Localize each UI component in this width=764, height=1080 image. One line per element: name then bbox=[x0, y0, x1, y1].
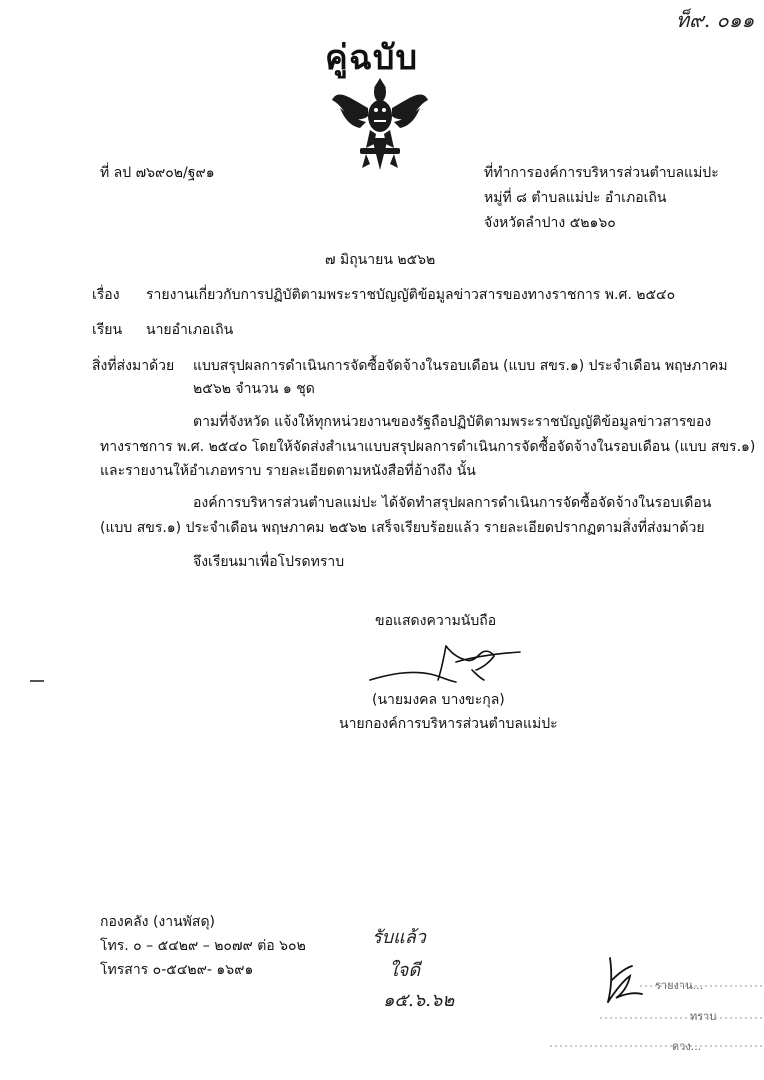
closing-salutation: ขอแสดงความนับถือ bbox=[375, 613, 497, 629]
attachment-label: สิ่งที่ส่งมาด้วย bbox=[92, 358, 175, 374]
recipient-text: นายอำเภอเถิน bbox=[146, 322, 234, 338]
attachment-line-2: ๒๕๖๒ จำนวน ๑ ชุด bbox=[193, 381, 315, 397]
body-paragraph-2-line-2: (แบบ สขร.๑) ประจำเดือน พฤษภาคม ๒๕๖๒ เสร็จเรียบร้อยแล้ว รายละเอียดปรากฏตามสิ่งที่ส่งมาด้วย bbox=[100, 520, 705, 536]
stamp-text-line-1: รายงาน... bbox=[655, 979, 704, 992]
document-date: ๗ มิถุนายน ๒๕๖๒ bbox=[325, 252, 436, 268]
footer-department: กองคลัง (งานพัสดุ) bbox=[100, 914, 216, 930]
footer-fax: โทรสาร ๐-๕๔๒๙- ๑๖๙๑ bbox=[100, 962, 254, 978]
sender-address-line-3: จังหวัดลำปาง ๕๒๑๖๐ bbox=[484, 215, 616, 231]
sender-address-line-1: ที่ทำการองค์การบริหารส่วนตำบลแม่ปะ bbox=[484, 165, 719, 181]
body-paragraph-1-line-1: ตามที่จังหวัด แจ้งให้ทุกหน่วยงานของรัฐถือปฏิบัติตามพระราชบัญญัติข้อมูลข่าวสารของ bbox=[193, 414, 712, 430]
sender-address-line-2: หมู่ที่ ๘ ตำบลแม่ปะ อำเภอเถิน bbox=[484, 190, 667, 206]
stamp-text-line-3: ดวง... bbox=[672, 1040, 702, 1053]
handwritten-note-name: ใจดี bbox=[389, 960, 421, 981]
body-paragraph-1-line-2: ทางราชการ พ.ศ. ๒๕๔๐ โดยให้จัดส่งสำเนาแบบสรุปผลการดำเนินการจัดซื้อจัดจ้างในรอบเดือน (แบบ สขร.๑) bbox=[100, 439, 756, 455]
closing-request: จึงเรียนมาเพื่อโปรดทราบ bbox=[193, 554, 345, 570]
handwritten-note-date: ๑๕.๖.๖๒ bbox=[383, 990, 455, 1011]
copy-label: คู่ฉบับ bbox=[325, 38, 419, 78]
signatory-position: นายกองค์การบริหารส่วนตำบลแม่ปะ bbox=[339, 716, 558, 732]
subject-text: รายงานเกี่ยวกับการปฏิบัติตามพระราชบัญญัติข้อมูลข่าวสารของทางราชการ พ.ศ. ๒๕๔๐ bbox=[146, 287, 676, 303]
attachment-line-1: แบบสรุปผลการดำเนินการจัดซื้อจัดจ้างในรอบเดือน (แบบ สขร.๑) ประจำเดือน พฤษภาคม bbox=[193, 358, 728, 374]
garuda-emblem-icon bbox=[330, 78, 430, 174]
signatory-name: (นายมงคล บางขะกุล) bbox=[372, 692, 505, 708]
page-registration-mark bbox=[30, 680, 44, 682]
corner-handwritten-number: ท็๙. ๐๑๑ bbox=[676, 8, 755, 32]
handwritten-signature bbox=[360, 640, 530, 696]
document-reference-number: ที่ ลป ๗๖๙๐๒/ฐ๙๑ bbox=[100, 165, 215, 181]
footer-phone: โทร. ๐ – ๕๔๒๙ – ๒๐๗๙ ต่อ ๖๐๒ bbox=[100, 938, 306, 954]
body-paragraph-1-line-3: และรายงานให้อำเภอทราบ รายละเอียดตามหนังสือที่อ้างถึง นั้น bbox=[100, 463, 476, 479]
stamp-text-line-2: ทราบ bbox=[690, 1010, 717, 1023]
subject-label: เรื่อง bbox=[92, 287, 120, 303]
receipt-stamp-signature bbox=[550, 950, 764, 1080]
recipient-label: เรียน bbox=[92, 322, 123, 338]
handwritten-note-received: รับแล้ว bbox=[372, 927, 426, 948]
body-paragraph-2-line-1: องค์การบริหารส่วนตำบลแม่ปะ ได้จัดทำสรุปผลการดำเนินการจัดซื้อจัดจ้างในรอบเดือน bbox=[193, 495, 712, 511]
